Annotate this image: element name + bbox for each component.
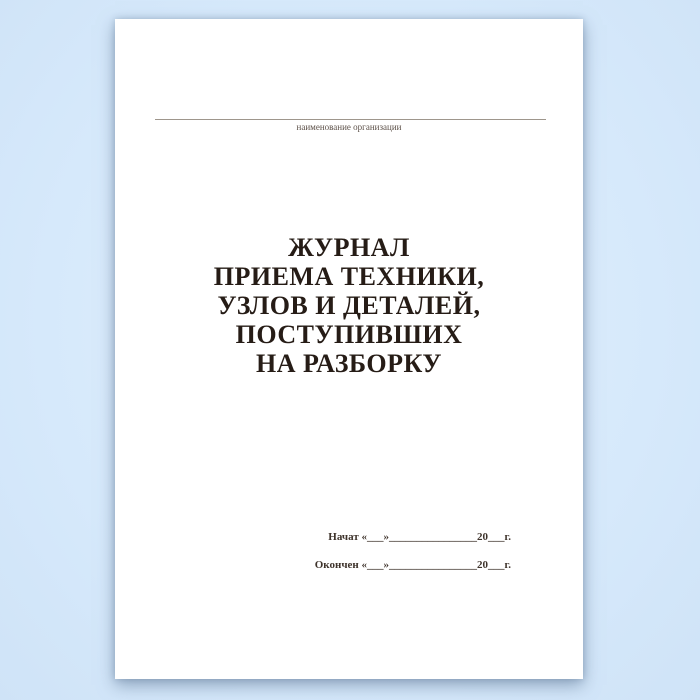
- started-date-row: Начат «___»________________20___г.: [328, 531, 511, 543]
- journal-title: [115, 233, 583, 378]
- organization-name-caption: наименование организации: [296, 122, 402, 132]
- journal-title-line: ПРИЕМА ТЕХНИКИ,: [213, 262, 485, 291]
- journal-cover-page: [115, 19, 583, 679]
- organization-name-line: [155, 119, 546, 120]
- finished-date-row: Окончен «___»________________20___г.: [314, 559, 511, 571]
- journal-title-line: НА РАЗБОРКУ: [256, 349, 442, 378]
- journal-title-line: УЗЛОВ И ДЕТАЛЕЙ,: [217, 291, 481, 320]
- journal-title-line: ЖУРНАЛ: [288, 233, 410, 262]
- journal-title-line: ПОСТУПИВШИХ: [235, 320, 463, 349]
- date-fields-block: [315, 531, 511, 572]
